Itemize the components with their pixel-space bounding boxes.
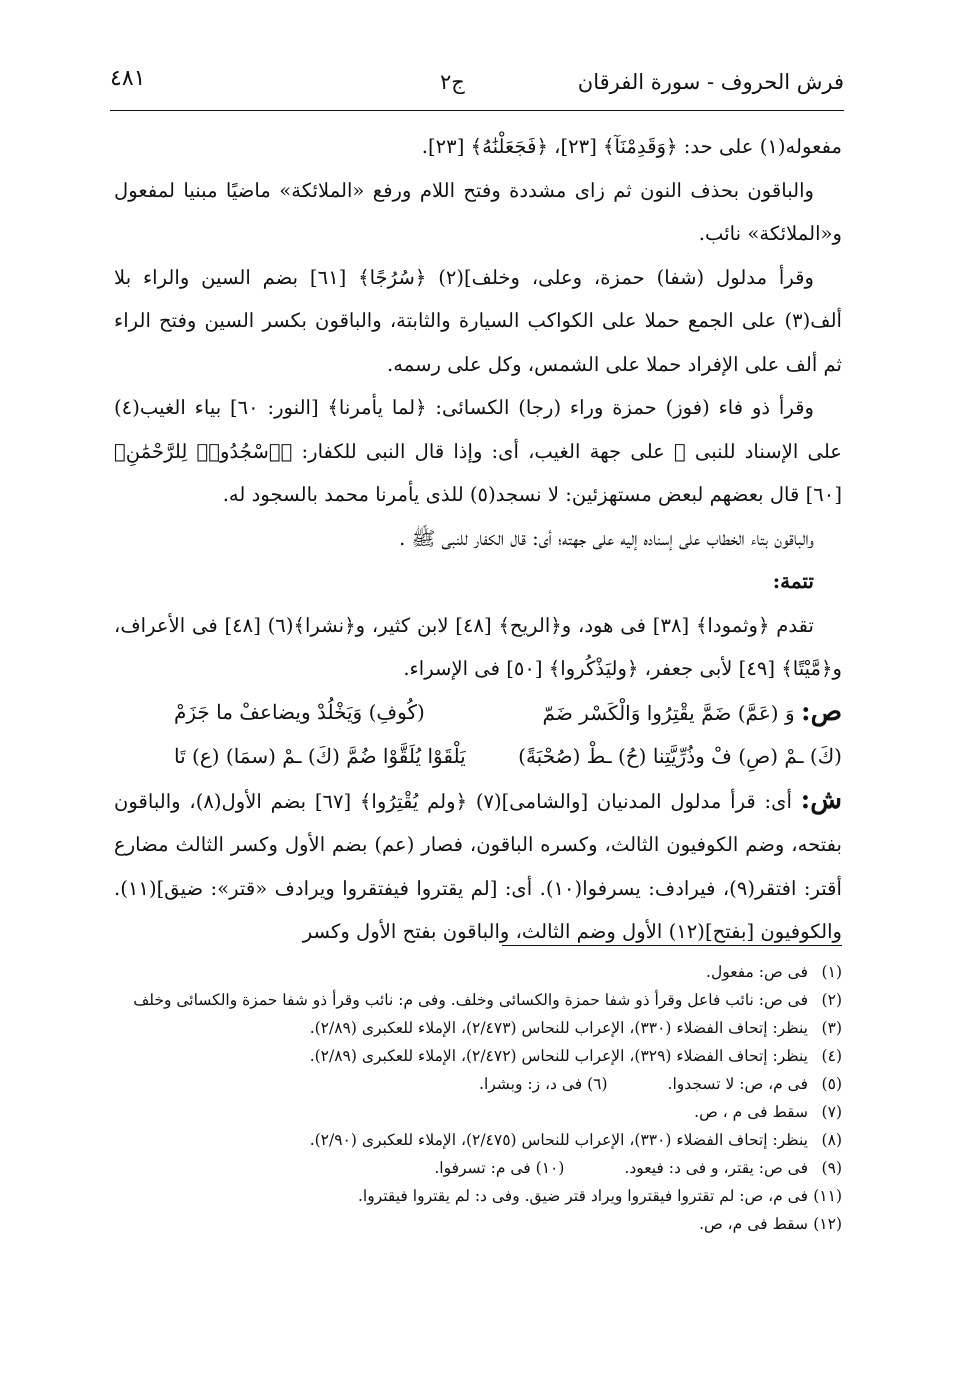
footnote-3 [114,1014,842,1042]
footnote-11 [114,1182,842,1210]
footnote-5-6 [114,1070,842,1098]
footnote-number: (٧) [821,1103,842,1121]
footnote-12 [114,1210,842,1238]
footnote-text: فى م، ص: لا تسجدوا. [667,1075,808,1093]
main-text [114,125,842,954]
footnote-text: ينظر: إتحاف الفضلاء (٣٣٠)، الإعراب للنحاس (٢/٤٧٥)، الإملاء للعكبرى (٢/٩٠). [309,1131,808,1149]
footnote-text: فى ص: نائب فاعل وقرأ ذو شفا حمزة والكسائى وخلف. وفى م: نائب وقرأ ذو شفا حمزة والكسائى وخلف [133,991,808,1009]
paragraph-6: تقدم ﴿وثمودا﴾ [٣٨] فى هود، و﴿الريح﴾ [٤٨] لابن كثير، و﴿نشرا﴾(٦) [٤٨] فى الأعراف، و﴿مَّيْتًا﴾ [٤٩] لأبى جعفر، ﴿وليَذْكُروا﴾ [٥٠] فى الإسراء. [114,613,842,680]
footnote-number: (٥) [821,1075,842,1093]
footnote-text: فى ص: يقتر، و فى د: فيعود. [624,1159,808,1177]
footnote-number: (٤) [821,1047,842,1065]
footnote-number: (٩) [821,1159,842,1177]
footnote-text: سقط فى م، ص. [699,1215,808,1233]
footnote-number: (٢) [821,991,842,1009]
verse-line-1 [114,691,842,736]
section-heading: تتمة: [772,569,814,593]
page-number: ٤٨١ [110,66,146,91]
footnote-text: فى م، ص: لم تقتروا فيقتروا ويراد قتر ضيق. وفى د: لم يقتروا فيقتروا. [357,1187,808,1205]
header-title: فرش الحروف - سورة الفرقان [577,70,844,94]
verse-line-2 [114,735,842,779]
footnote-text: فى د، ز: وبشرا. [479,1075,583,1093]
footnote-text: ينظر: إتحاف الفضلاء (٣٢٩)، الإعراب للنحاس (٢/٤٧٢)، الإملاء للعكبرى (٢/٨٩). [309,1047,808,1065]
footnote-number: (١١) [813,1187,842,1205]
footnote-text: فى م: تسرفوا. [434,1159,531,1177]
footnote-number: (١٠) [535,1159,565,1177]
footnote-text: ينظر: إتحاف الفضلاء (٣٣٠)، الإعراب للنحاس (٢/٤٧٣)، الإملاء للعكبرى (٢/٨٩). [309,1019,808,1037]
paragraph-5: والباقون بتاء الخطاب على إسناده إليه على جهته؛ أى: قال الكفار للنبى ﷺ . [399,526,814,550]
commentary-text: أى: قرأ مدلول المدنيان [والشامى](٧) ﴿ولم يُقْتِرُوا﴾ [٦٧] بضم الأول(٨)، والباقون بفتحه، وضم الكوفيون الثالث، وكسره الباقون، فصار (عم) بضم الأول وكسر الثالث مضارع أقتر: افتقر(٩)، فيرادف: يسرفوا(١٠). أى: [لم يقتروا فيفتقروا ويرادف «قتر»: ضيق](١١). والكوفيون [بفتح](١٢) الأول وضم الثالث، والباقون بفتح الأول وكسر [114,789,842,943]
footnote-4 [114,1042,842,1070]
paragraph-7 [114,779,842,954]
verse-line-2-first-hemistich: (كَ) ـمْ (صِ) فْ وذُرِّيَّتِنا (حُ) ـطْ (صُحْبَةً) [518,744,842,768]
footnote-text: سقط فى م ، ص. [694,1103,808,1121]
paragraph-4: وقرأ ذو فاء (فوز) حمزة وراء (رجا) الكسائى: ﴿لما يأمرنا﴾ [النور: ٦٠] بياء الغيب(٤) على الإسناد للنبى ﷺ على جهة الغيب، أى: وإذا قال النبى للكفار: ﴿ٱسْجُدُوا۟ لِلرَّحْمَٰنِ﴾ [٦٠] قال بعضهم لبعض مستهزئين: لا نسجد(٥) للذى يأمرنا محمد بالسجود له. [114,396,842,506]
footnote-number: (١) [821,963,842,981]
footnote-text: فى ص: مفعول. [706,963,808,981]
verse-line-1-first-hemistich [543,691,842,736]
verse-block [114,691,842,779]
footnote-number: (١٢) [813,1215,842,1233]
footnote-divider [502,945,842,946]
footnote-1 [114,958,842,986]
footnote-number: (٦) [587,1075,608,1093]
verse-1a-text: وَ (عَمَّ) ضَمَّ يقْتِرُوا وَالْكَسْر ضَمّ [542,700,795,725]
verse-label: ص: [800,696,842,727]
running-header [110,66,844,110]
footnote-7 [114,1098,842,1126]
footnote-number: (٨) [821,1131,842,1149]
footnote-2 [114,986,842,1014]
verse-line-1-second-hemistich: (كُوفِ) وَيَخْلُدْ ويضاعفْ ما جَزَمْ [174,699,425,724]
verse-line-2-second-hemistich: يَلْقَوْا يُلَقَّوْا ضُمَّ (كَ) ـمْ (سمَا) (ع) تَا [174,744,466,768]
paragraph-2: والباقون بحذف النون ثم زاى مشددة وفتح اللام ورفع «الملائكة» ماضيًا مبنيا لمفعول و«الملائكة» نائب. [114,178,842,245]
paragraph-1: مفعوله(١) على حد: ﴿وَقَدِمْنَآ﴾ [٢٣]، ﴿فَجَعَلْنَٰهُ﴾ [٢٣]. [421,135,842,158]
header-divider [110,110,844,111]
footnotes [114,958,842,1238]
paragraph-3: وقرأ مدلول (شفا) حمزة، وعلى، وخلف](٢) ﴿سُرُجًا﴾ [٦١] بضم السين والراء بلا ألف(٣) على الجمع حملا على الكواكب السيارة والثابتة، والباقون بكسر السين وفتح الراء ثم ألف على الإفراد حملا على الشمس، وكل على رسمه. [114,265,842,376]
commentary-label: ش: [800,784,842,815]
footnote-8 [114,1126,842,1154]
volume-label: ج٢ [440,70,465,94]
footnote-number: (٣) [821,1019,842,1037]
footnote-9-10 [114,1154,842,1182]
